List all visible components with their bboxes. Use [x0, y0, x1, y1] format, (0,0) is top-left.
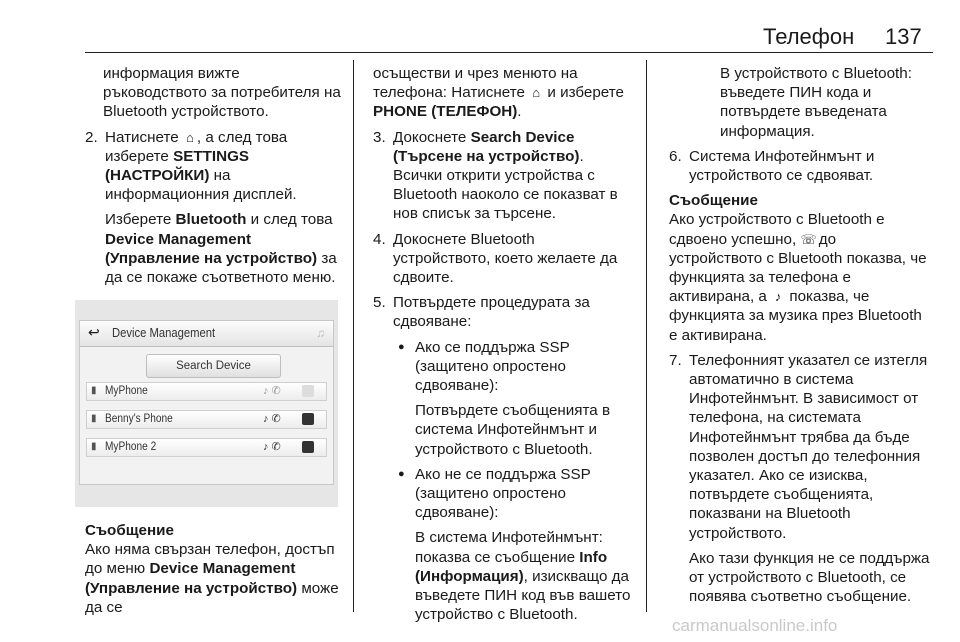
left-column [85, 64, 341, 287]
bullet-text: В система Инфотейнмънт: показва се съобщение [415, 529, 603, 566]
bullet-icon: ● [398, 467, 405, 480]
bullet-icon: ● [398, 340, 405, 353]
music-function-icon: ♪ [774, 289, 782, 305]
step-text: Изберете [105, 211, 172, 229]
step-number: 6. [669, 147, 682, 165]
message-text: Ако устройството с Bluetooth е сдвоено успешно, [669, 211, 885, 248]
device-name: MyPhone 2 [105, 441, 157, 453]
device-name: Benny's Phone [105, 413, 173, 425]
column-divider-right [646, 60, 647, 612]
step-4 [373, 230, 635, 288]
message-text: показва, че функцията за музика през Bluetooth е активирана. [669, 288, 922, 344]
step-text: Потвърдете процедурата за сдвояване: [393, 294, 590, 331]
device-row-myphone[interactable] [86, 382, 327, 401]
screen-title: Device Management [112, 326, 216, 340]
music-phone-status-icon: ♪ ✆ [263, 441, 281, 453]
step-text: Система Инфотейнмънт и устройството се сдвояват. [689, 147, 875, 185]
bullet-text: Ако се поддържа SSP (защитено опростено сдвояване): [415, 338, 570, 395]
continuation-text: осъществи и чрез менюто на телефона: Натиснете [373, 65, 578, 102]
right-column [669, 64, 931, 606]
phone-device-icon: ▮ [91, 441, 97, 452]
intro-text: информация вижте ръководството за потребителя на Bluetooth устройството. [103, 65, 341, 121]
device-management-label: Device Management (Управление на устройство) [105, 230, 318, 267]
step-6 [669, 147, 931, 185]
step-text: Докоснете Bluetooth устройството, което желаете да сдвоите. [393, 230, 618, 287]
step-number: 2. [85, 128, 98, 146]
bullet-text: Ако не се поддържа SSP (защитено опростено сдвояване): [415, 465, 591, 522]
device-management-screen [79, 320, 334, 485]
step-number: 4. [373, 230, 386, 248]
step-text: Ако тази функция не се поддържа от устройството с Bluetooth, се появява съответно съобщение. [689, 549, 930, 606]
phone-label: PHONE (ТЕЛЕФОН) [373, 103, 518, 121]
back-arrow-icon[interactable]: ↩ [88, 324, 100, 340]
step-text: Всички открити устройства с Bluetooth наоколо се показват в нов списък за търсене. [393, 167, 618, 223]
bullet-text: , изискващо да въведете ПИН код във вашето устройство с Bluetooth. [415, 567, 631, 624]
punctuation: . [579, 147, 584, 165]
left-message [85, 521, 341, 617]
device-management-label: Device Management (Управление на устройство) [85, 560, 298, 597]
phone-device-icon: ▮ [91, 385, 97, 396]
music-phone-status-icon: ♪ ✆ [263, 385, 281, 397]
bullet-ssp-supported [393, 338, 635, 459]
search-device-button[interactable]: Search Device [146, 354, 281, 378]
watermark: carmanualsonline.info [672, 616, 838, 635]
message-text: може да се [85, 579, 339, 616]
message-heading: Съобщение [85, 522, 174, 539]
delete-icon[interactable] [302, 413, 314, 425]
step-text: за да се покаже съответното меню. [105, 249, 337, 287]
step-text: и след това [250, 211, 333, 229]
delete-icon[interactable] [302, 441, 314, 453]
home-icon: ⌂ [185, 129, 194, 145]
delete-icon[interactable] [302, 385, 314, 397]
device-management-screenshot [75, 300, 338, 507]
info-label: Info (Информация) [415, 548, 608, 585]
header-rule [85, 52, 933, 53]
step-text: на информационния дисплей. [105, 167, 297, 204]
page-title: Телефон [763, 24, 855, 49]
message-text: Ако няма свързан телефон, достъп до меню [85, 541, 335, 578]
punctuation: . [517, 103, 522, 121]
bluetooth-label: Bluetooth [175, 211, 247, 229]
column-divider-left [353, 60, 354, 612]
step-number: 7. [669, 351, 682, 369]
home-icon: ⌂ [532, 85, 541, 101]
phone-device-icon: ▮ [91, 413, 97, 424]
device-row-bennys-phone[interactable] [86, 410, 327, 429]
step-text: Докоснете [393, 128, 467, 146]
device-row-myphone-2[interactable] [86, 438, 327, 457]
continuation-text: и изберете [547, 84, 624, 102]
step-3 [373, 128, 635, 224]
message-text: до устройството с Bluetooth показва, че функцията за телефона е активирана, а [669, 230, 927, 306]
step-number: 3. [373, 128, 386, 146]
middle-column [373, 64, 635, 624]
bullet-text: Потвърдете съобщенията в система Инфотейнмънт и устройството с Bluetooth. [415, 402, 611, 458]
music-phone-status-icon: ♪ ✆ [263, 413, 281, 425]
step-text: Натиснете [105, 128, 179, 146]
phone-function-icon: ☏ [800, 231, 817, 247]
step-text: , а след това изберете [105, 128, 288, 165]
device-name: MyPhone [105, 385, 148, 397]
search-device-label: Search Device (Търсене на устройство) [393, 128, 580, 165]
settings-label: SETTINGS (НАСТРОЙКИ) [105, 147, 250, 185]
step-5 [373, 293, 635, 624]
step-2 [85, 128, 341, 288]
step-number: 5. [373, 294, 386, 312]
favorite-icon[interactable]: ♫ [316, 326, 325, 340]
bullet-ssp-not-supported [393, 465, 635, 625]
screen-header [80, 321, 333, 347]
continuation-text: В устройството с Bluetooth: въведете ПИН кода и потвърдете въведената информация. [720, 65, 912, 140]
step-text: Телефонният указател се изтегля автоматично в система Инфотейнмънт. В зависимост от телефона, на системата Инфотейнмънт трябва да бъде позволен достъп до телефонния указател. Ако се изисква, потвърдете съобщенията, показвани на Bluetooth устройството. [689, 351, 928, 542]
message-heading: Съобщение [669, 192, 758, 210]
page-number: 137 [885, 24, 922, 49]
step-7 [669, 351, 931, 607]
